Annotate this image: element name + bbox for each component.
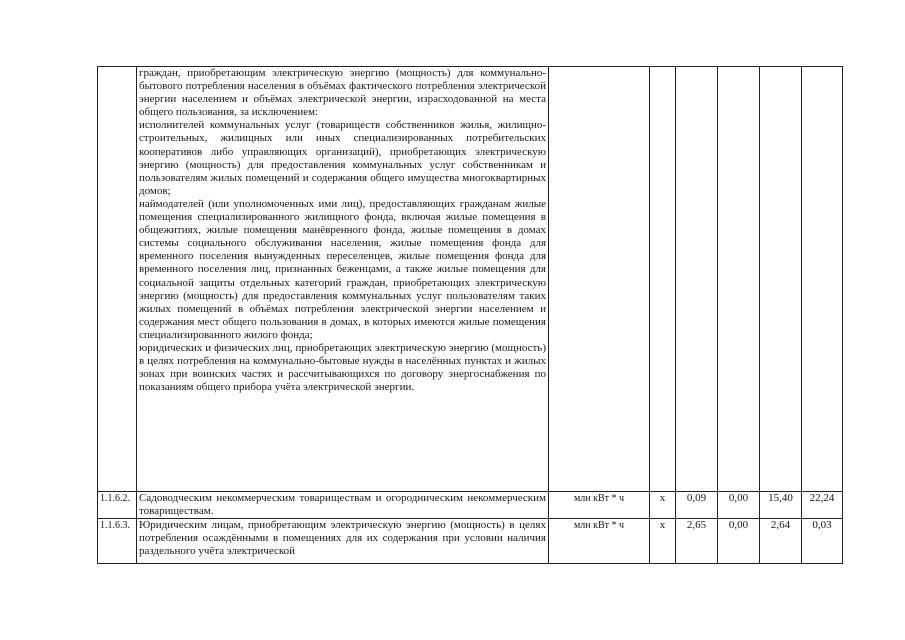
row-value-2 bbox=[718, 67, 760, 492]
description-paragraph: исполнителей коммунальных услуг (товариществ собственников жилья, жилищно-строительных, жилищных или иных специализированных потребительских кооперативов либо управляющих организаций), приобретающих электрическую энергию (мощность) для предоставления коммунальных услуг собственникам и пользователям жилых помещений и содержания общего имущества многоквартирных домов; bbox=[139, 119, 546, 197]
row-number: 1.1.6.2. bbox=[98, 492, 137, 519]
table-row bbox=[98, 67, 843, 492]
row-number: 1.1.6.3. bbox=[98, 519, 137, 564]
row-x-mark bbox=[650, 67, 676, 492]
table-row bbox=[98, 492, 843, 519]
row-value-2: 0,00 bbox=[718, 492, 760, 519]
row-value-4: 0,03 bbox=[802, 519, 843, 564]
row-value-3: 2,64 bbox=[760, 519, 802, 564]
row-unit: млн кВт * ч bbox=[549, 492, 650, 519]
row-x-mark: х bbox=[650, 519, 676, 564]
row-number bbox=[98, 67, 137, 492]
row-value-4: 22,24 bbox=[802, 492, 843, 519]
row-unit bbox=[549, 67, 650, 492]
row-description bbox=[137, 519, 549, 564]
row-value-1 bbox=[676, 67, 718, 492]
row-value-3: 15,40 bbox=[760, 492, 802, 519]
row-description bbox=[137, 67, 549, 492]
tariff-table bbox=[97, 66, 843, 564]
row-value-4 bbox=[802, 67, 843, 492]
description-paragraph: Садоводческим некоммерческим товариществам и огородническим некоммерческим товариществам. bbox=[139, 492, 546, 518]
description-paragraph: юридических и физических лиц, приобретающих электрическую энергию (мощность) в целях потребления на коммунально-бытовые нужды в населённых пунктах и жилых зонах при воинских частях и рассчитывающихся по договору энергоснабжения по показаниям общего прибора учёта электрической энергии. bbox=[139, 341, 546, 394]
row-value-3 bbox=[760, 67, 802, 492]
row-description bbox=[137, 492, 549, 519]
row-value-1: 2,65 bbox=[676, 519, 718, 564]
row-unit: млн кВт * ч bbox=[549, 519, 650, 564]
row-value-2: 0,00 bbox=[718, 519, 760, 564]
row-x-mark: х bbox=[650, 492, 676, 519]
row-value-1: 0,09 bbox=[676, 492, 718, 519]
description-paragraph: Юридическим лицам, приобретающим электрическую энергию (мощность) в целях потребления осаждёнными в помещениях для их содержания при условии наличия раздельного учёта электрической bbox=[139, 519, 546, 558]
description-paragraph: граждан, приобретающим электрическую энергию (мощность) для коммунально-бытового потребления населения в объёмах фактического потребления электрической энергии населением и объёмах электрической энергии, израсходованной на места общего пользования, за исключением: bbox=[139, 67, 546, 119]
table-row bbox=[98, 519, 843, 564]
description-paragraph: наймодателей (или уполномоченных ими лиц), предоставляющих гражданам жилые помещения специализированного жилищного фонда, включая жилые помещения в общежитиях, жилые помещения манёвренного фонда, жилые помещения в домах системы социального обслуживания населения, жилые помещения фонда для временного поселения вынужденных переселенцев, жилые помещения фонда для временного поселения лиц, признанных беженцами, а также жилые помещения для социальной защиты отдельных категорий граждан, приобретающих электрическую энергию (мощность) для предоставления коммунальных услуг пользователям таких жилых помещений в объёмах потребления электрической энергии населением и содержания мест общего пользования в домах, в которых имеются жилые помещения специализированного жилого фонда; bbox=[139, 197, 546, 341]
